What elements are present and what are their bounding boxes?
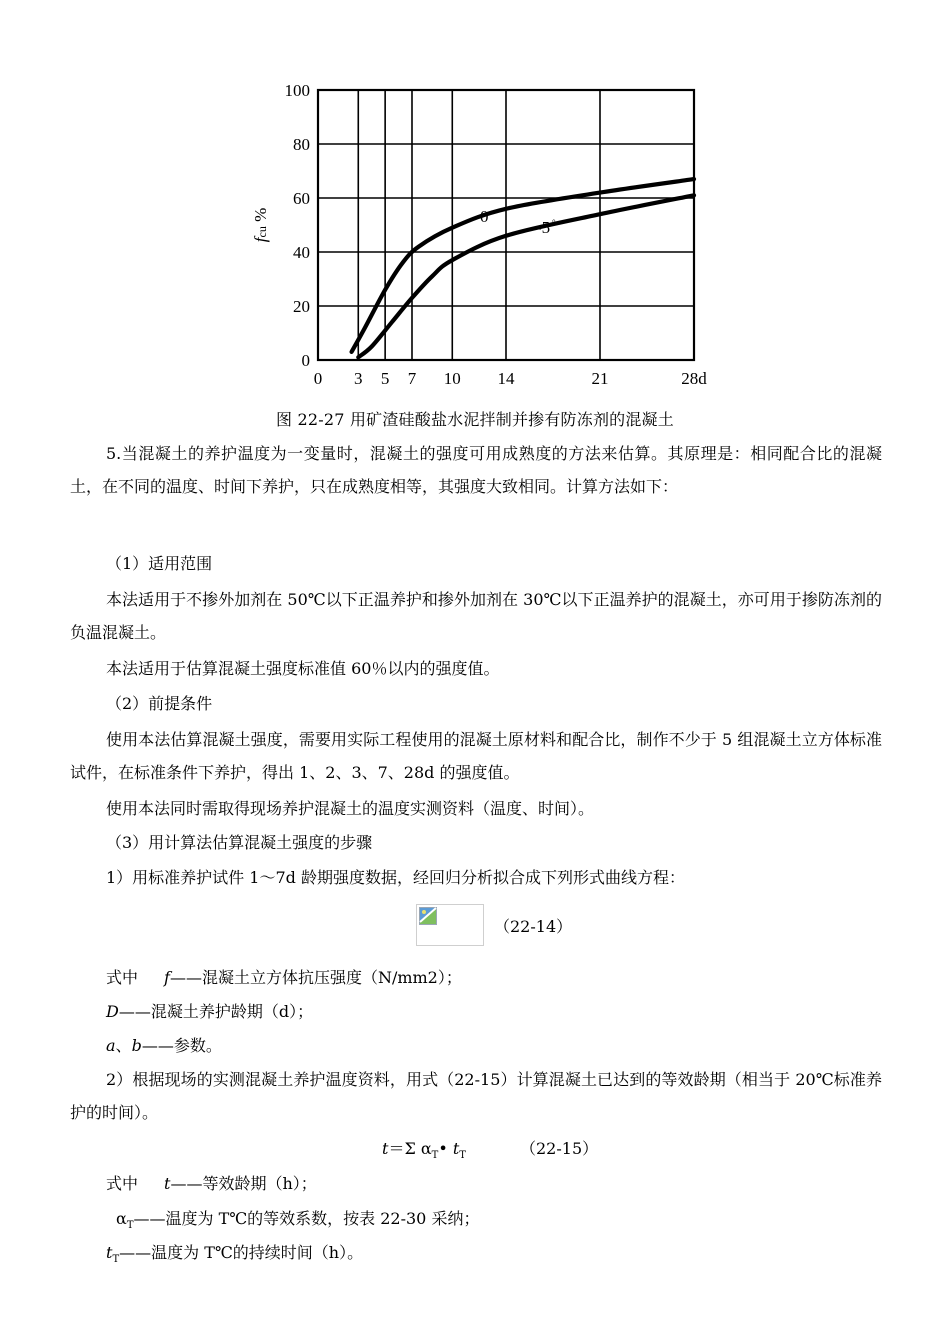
curve-label-0: 0 — [480, 207, 489, 226]
paragraph-scope-2: 本法适用于估算混凝土强度标准值 60％以内的强度值。 — [106, 659, 500, 678]
eq-symbol-t: t — [382, 1139, 389, 1158]
definition-ab-text: ——参数。 — [141, 1036, 222, 1055]
symbol-alpha-sub: T — [126, 1220, 134, 1232]
symbol-b: b — [131, 1036, 142, 1055]
definition-tT-text: ——温度为 T℃的持续时间（h）。 — [119, 1243, 364, 1262]
y-tick-80: 80 — [293, 135, 310, 154]
y-tick-60: 60 — [293, 189, 310, 208]
eq-sub-T: T — [431, 1150, 439, 1162]
symbol-tT: t — [106, 1243, 113, 1262]
definition-D-text: ——混凝土养护龄期（d）； — [118, 1002, 314, 1021]
x-tick-5: 5 — [380, 369, 390, 388]
separator: 、 — [115, 1036, 132, 1055]
heading-steps: （3）用计算法估算混凝土强度的步骤 — [106, 833, 373, 852]
x-tick-3: 3 — [354, 369, 363, 388]
definition-t — [106, 1172, 317, 1196]
definition-D — [106, 1000, 313, 1024]
degree-mark-minus5: ° — [552, 218, 556, 228]
strength-chart — [240, 70, 720, 400]
x-tick-14: 14 — [497, 369, 515, 388]
equation-number-22-15: （22-15） — [520, 1139, 599, 1158]
y-tick-0: 0 — [301, 351, 310, 370]
symbol-f: f — [164, 968, 170, 987]
y-tick-labels — [285, 81, 311, 370]
paragraph-scope-1: 本法适用于不掺外加剂在 50℃以下正温养护和掺外加剂在 30℃以下正温养护的混凝土，亦可用于掺防冻剂的负温混凝土。 — [70, 590, 882, 642]
formula-image-placeholder — [416, 904, 484, 946]
eq-sub-T2: T — [459, 1150, 466, 1162]
x-tick-28d: 28d — [681, 369, 707, 388]
heading-scope: （1）适用范围 — [106, 554, 213, 573]
symbol-tT-sub: T — [112, 1254, 120, 1266]
curve-label-minus5: -5 — [536, 218, 551, 237]
definition-tT — [106, 1241, 363, 1272]
y-axis-label: fcu % — [251, 207, 270, 243]
y-tick-20: 20 — [293, 297, 310, 316]
eq-middle: ＝Σ α — [388, 1139, 432, 1158]
paragraph-5: 5.当混凝土的养护温度为一变量时，混凝土的强度可用成熟度的方法来估算。其原理是：相同配合比的混凝土，在不同的温度、时间下养护，只在成熟度相等，其强度大致相同。计算方法如下： — [70, 444, 882, 496]
step-2: 2）根据现场的实测混凝土养护温度资料，用式（22-15）计算混凝土已达到的等效龄期（相当于 20℃标准养护的时间）。 — [70, 1070, 882, 1122]
definition-prefix: 式中 — [106, 968, 139, 987]
eq-dot: • — [438, 1139, 453, 1158]
definition-f-text: ——混凝土立方体抗压强度（N/mm2）； — [169, 968, 462, 987]
curves — [352, 179, 694, 357]
symbol-D: D — [106, 1002, 119, 1021]
x-tick-10: 10 — [443, 369, 461, 388]
paragraph-precondition-2: 使用本法同时需取得现场养护混凝土的温度实测资料（温度、时间）。 — [106, 799, 595, 818]
x-tick-21: 21 — [591, 369, 609, 388]
definition-t-text: ——等效龄期（h）； — [170, 1174, 317, 1193]
definition-ab — [106, 1034, 222, 1058]
definition-f — [106, 966, 462, 990]
definition-alpha — [116, 1207, 479, 1238]
broken-image-icon — [419, 907, 437, 925]
x-tick-0: 0 — [313, 369, 323, 388]
chart-svg — [240, 70, 720, 400]
equation-22-15 — [382, 1137, 466, 1168]
series-line-minus5deg — [358, 195, 694, 357]
symbol-t: t — [164, 1174, 171, 1193]
symbol-a: a — [106, 1036, 116, 1055]
definition-alpha-text: ——温度为 T℃的等效系数，按表 22-30 采纳； — [133, 1209, 480, 1228]
symbol-alpha: α — [116, 1209, 127, 1228]
equation-number-22-14: （22-14） — [494, 917, 573, 936]
x-tick-labels — [314, 369, 708, 388]
heading-precondition: （2）前提条件 — [106, 694, 213, 713]
eq-symbol-t2: t — [452, 1139, 460, 1158]
paragraph-precondition-1: 使用本法估算混凝土强度，需要用实际工程使用的混凝土原材料和配合比，制作不少于 5 组混凝土立方体标准试件，在标准条件下养护，得出 1、2、3、7、28d 的强度值。 — [70, 730, 882, 782]
figure-caption: 图 22-27 用矿渣硅酸盐水泥拌制并掺有防冻剂的混凝土 — [276, 410, 674, 429]
definition-prefix: 式中 — [106, 1174, 139, 1193]
degree-mark-0: ° — [490, 209, 494, 219]
x-tick-7: 7 — [407, 369, 417, 388]
step-1: 1）用标准养护试件 1～7d 龄期强度数据，经回归分析拟合成下列形式曲线方程： — [106, 868, 685, 887]
y-tick-40: 40 — [293, 243, 310, 262]
y-tick-100: 100 — [284, 81, 310, 100]
